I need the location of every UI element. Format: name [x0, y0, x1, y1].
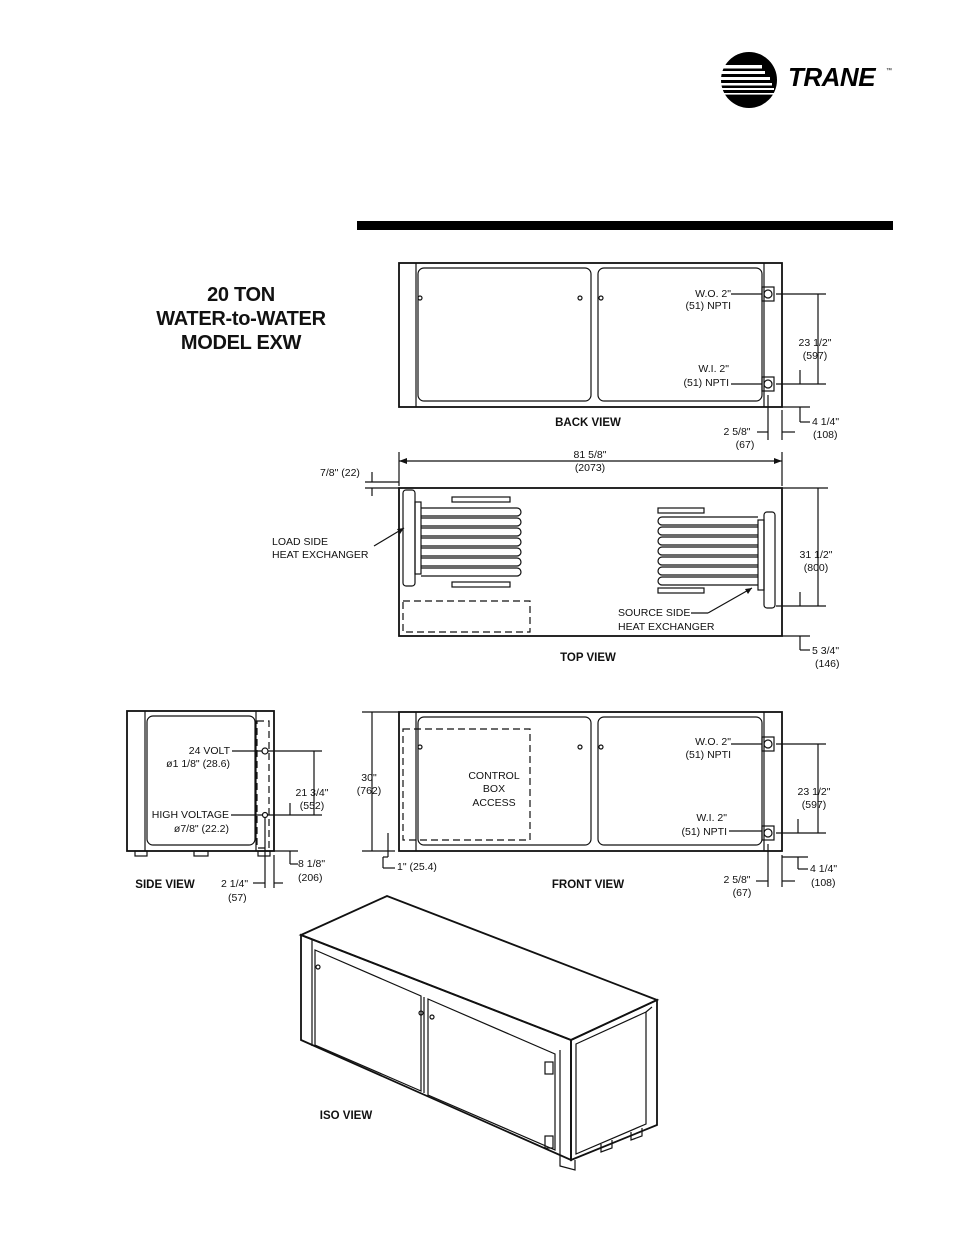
front-bottom-dim-a: 4 1/4": [810, 863, 838, 875]
front-dim-a: 23 1/2": [797, 786, 831, 798]
trademark-mark: ™: [886, 68, 892, 74]
back-view-caption: BACK VIEW: [555, 417, 621, 429]
back-offset-dim-a: 2 5/8": [723, 426, 751, 438]
control-box-label-2: BOX: [482, 783, 506, 795]
front-offset-dim-a: 2 5/8": [723, 874, 751, 886]
front-wi-label-1: W.I. 2": [696, 812, 727, 824]
back-view: [399, 263, 839, 451]
brand-name: TRANE: [788, 62, 876, 92]
front-dim-b: (597): [801, 799, 827, 811]
front-height-dim-a: 30": [361, 772, 377, 784]
front-wi-label-2: (51) NPTI: [681, 826, 727, 838]
front-wo-label-1: W.O. 2": [695, 736, 731, 748]
title-line-3: MODEL EXW: [180, 332, 302, 354]
top-width-dim-a: 81 5/8": [573, 449, 607, 461]
side-view-caption: SIDE VIEW: [135, 879, 195, 891]
side-dim-a: 21 3/4": [295, 787, 329, 799]
back-wi-label-2: (51) NPTI: [683, 377, 729, 389]
back-bottom-dim-a: 4 1/4": [812, 416, 840, 428]
source-side-label-1: SOURCE SIDE: [618, 607, 691, 619]
back-height-dim-a: 23 1/2": [798, 337, 832, 349]
side-offset-dim-b: (57): [228, 892, 247, 904]
side-dim-b: (552): [299, 800, 325, 812]
control-box-label-1: CONTROL: [468, 770, 520, 782]
side-view: [127, 711, 329, 904]
side-hv-label-1: HIGH VOLTAGE: [151, 809, 229, 821]
source-side-label-2: HEAT EXCHANGER: [618, 621, 715, 633]
load-side-label-2: HEAT EXCHANGER: [272, 549, 369, 561]
title-line-1: 20 TON: [207, 284, 275, 306]
back-bottom-dim-b: (108): [813, 429, 838, 441]
top-depth-dim-b: (800): [803, 562, 829, 574]
iso-view: [301, 896, 657, 1170]
title-line-2: WATER-to-WATER: [156, 308, 326, 330]
source-side-heat-exchanger: [658, 508, 775, 608]
side-hv-label-2: ø7/8" (22.2): [173, 823, 229, 835]
side-24v-label-1: 24 VOLT: [188, 745, 230, 757]
back-height-dim-b: (597): [802, 350, 828, 362]
back-wo-label-2: (51) NPTI: [685, 300, 731, 312]
front-base-dim: 1" (25.4): [397, 861, 437, 873]
top-control-box-outline: [403, 601, 530, 632]
iso-view-caption: ISO VIEW: [319, 1110, 373, 1122]
load-side-heat-exchanger: [403, 490, 521, 587]
top-width-dim-b: (2073): [574, 462, 606, 474]
back-wo-label-1: W.O. 2": [695, 288, 731, 300]
front-bottom-dim-b: (108): [811, 877, 836, 889]
front-view-caption: FRONT VIEW: [551, 879, 625, 891]
side-bottom-dim-a: 8 1/8": [298, 858, 326, 870]
top-edge-dim: 7/8" (22): [320, 467, 360, 479]
back-offset-dim-b: (67): [735, 439, 755, 451]
back-wi-label-1: W.I. 2": [698, 363, 729, 375]
side-24v-label-2: ø1 1/8" (28.6): [166, 758, 230, 770]
front-view: [357, 712, 838, 899]
side-offset-dim-a: 2 1/4": [221, 878, 249, 890]
side-bottom-dim-b: (206): [298, 872, 323, 884]
load-side-label-1: LOAD SIDE: [272, 536, 329, 548]
top-depth-dim-a: 31 1/2": [799, 549, 833, 561]
top-bottom-dim-b: (146): [815, 658, 840, 670]
control-box-label-3: ACCESS: [472, 797, 516, 809]
front-offset-dim-b: (67): [732, 887, 752, 899]
top-view-caption: TOP VIEW: [560, 652, 616, 664]
top-bottom-dim-a: 5 3/4": [812, 645, 840, 657]
front-wo-label-2: (51) NPTI: [685, 749, 731, 761]
front-height-dim-b: (762): [356, 785, 382, 797]
top-view: [272, 449, 840, 670]
